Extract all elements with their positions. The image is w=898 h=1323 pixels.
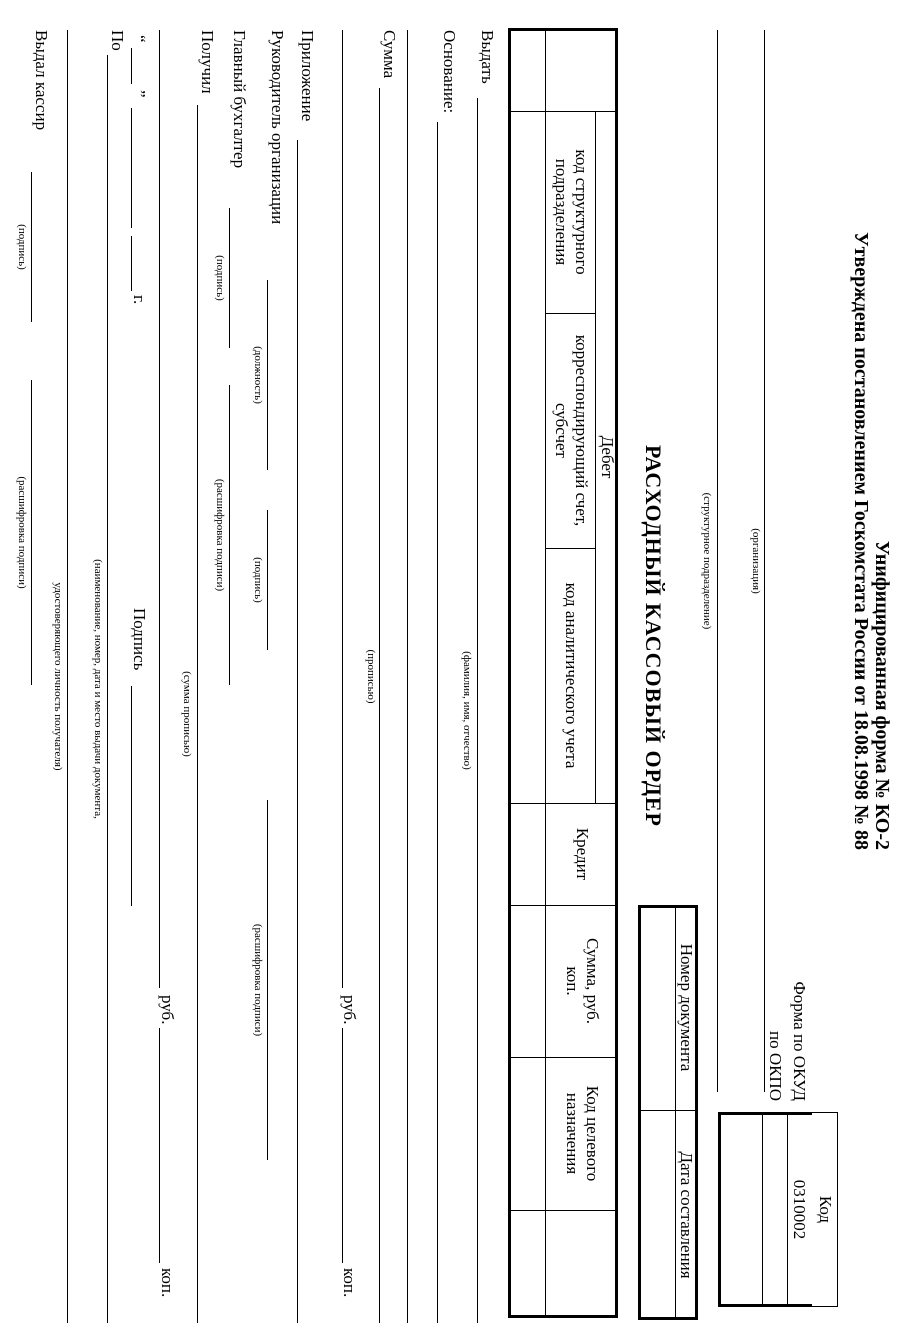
code-label: Код [816, 1195, 835, 1224]
purpose-code-header: Код целевого назначения [563, 1085, 602, 1182]
identity-caption: удостоверяющего личность получателя) [52, 582, 64, 771]
subdivision-line [717, 30, 718, 1092]
date-quote-close: ” [130, 90, 149, 98]
amount-header: Сумма, руб. коп. [563, 937, 602, 1025]
doc-date-header: Дата составления [677, 1151, 696, 1279]
basis-line [437, 122, 438, 1323]
issue-label: Выдать [478, 30, 497, 84]
analytic-code-header: код аналитического учета [561, 582, 581, 769]
page-title: РАСХОДНЫЙ КАССОВЫЙ ОРДЕР [641, 445, 666, 827]
issue-caption: (фамилия, имя, отчество) [461, 651, 473, 770]
receiver-signature-line [131, 686, 132, 906]
cashier-signature-caption: (подпись) [16, 224, 28, 270]
attachment-line [297, 140, 298, 1323]
sum-words-caption: (сумма прописью) [181, 671, 193, 757]
struct-code-header: код структурного подразделения [552, 149, 591, 275]
head-signature-caption: (подпись) [252, 557, 264, 603]
sum-line-2 [342, 30, 343, 988]
attachment-label: Приложение [298, 30, 317, 122]
sum-label: Сумма [380, 30, 399, 79]
document-caption: (наименование, номер, дата и место выдачи документа, [92, 559, 104, 819]
accountant-signature-caption: (подпись) [214, 255, 226, 301]
organization-line [764, 30, 765, 1092]
head-decoding-caption: (расшифровка подписи) [252, 923, 264, 1037]
okpo-label: по ОКПО [766, 1030, 785, 1101]
received-line [197, 105, 198, 1323]
po-label: По [108, 30, 127, 51]
basis-label: Основание: [440, 30, 459, 114]
cashier-decoding-caption: (расшифровка подписи) [16, 476, 28, 589]
head-position-caption: (должность) [252, 346, 264, 404]
debit-header: Дебет [597, 435, 617, 479]
organization-caption: (организация) [750, 528, 762, 594]
head-label: Руководитель организации [268, 30, 287, 225]
issue-line [477, 98, 478, 1323]
received-rub: руб. [158, 995, 177, 1025]
credit-header: Кредит [572, 827, 592, 881]
cashier-label: Выдал кассир [32, 30, 51, 131]
year-suffix: г. [130, 295, 149, 305]
date-quote-open: “ [130, 35, 149, 43]
identity-line [67, 30, 68, 1323]
received-label: Получил [198, 30, 217, 94]
sum-line [379, 88, 380, 1323]
sum-kop: коп. [340, 1268, 359, 1298]
accountant-label: Главный бухгалтер [230, 30, 249, 169]
receiver-signature-label: Подпись [130, 608, 149, 671]
received-kop: коп. [158, 1268, 177, 1298]
subdivision-caption: (структурное подразделение) [701, 492, 713, 630]
doc-number-header: Номер документа [677, 943, 696, 1072]
basis-line-2 [407, 30, 408, 1323]
sum-caption: (прописью) [365, 649, 377, 704]
accountant-decoding-caption: (расшифровка подписи) [214, 478, 226, 592]
corr-account-header: корреспондирующий счет, субсчет [552, 334, 591, 527]
po-line [107, 55, 108, 1323]
okud-label: Форма по ОКУД [790, 981, 809, 1101]
received-line-2 [159, 30, 160, 988]
approval-line: Утверждена постановлением Госкомстата России от 18.08.1998 № 88 [850, 231, 872, 850]
okud-value: 0310002 [790, 1179, 809, 1240]
form-number-line: Унифицированная форма № КО-2 [871, 540, 893, 850]
sum-rub: руб. [340, 995, 359, 1025]
